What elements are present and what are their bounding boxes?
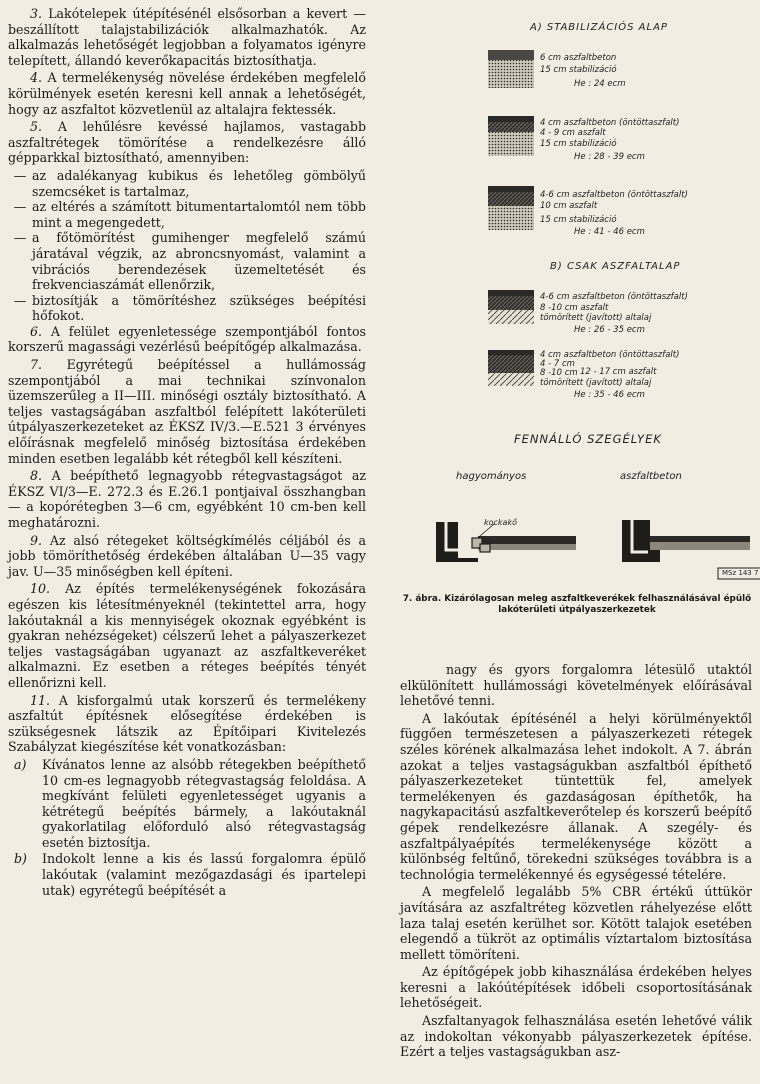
layer-stack-icon [488, 290, 534, 324]
curb-cross-section-diagram [436, 500, 760, 580]
paragraph-9 [8, 533, 366, 580]
figure-stamp: MSz 143 7 [722, 569, 759, 577]
paragraph-number: 4. [30, 70, 43, 86]
layer-stack-icon [488, 50, 534, 88]
list-item: — az adalékanyag kubikus és lehetőleg gömbölyű szemcséket is tartalmaz, [13, 167, 366, 199]
paragraph-text: Egyrétegű beépítéssel a hullámosság szempontjából a mai technikai színvonalon üzemszerűleg a II—III. minőségi osztály biztosítható. A teljes vastagságában aszfaltból felépített lakóterületi útpályaszerkezeteket az ÉKSZ IV/3.—E.521 3 érvényes előírásnak megfelelő minőség biztosítása érdekében minden esetben legalább két rétegből kell készíteni. [8, 357, 366, 466]
paragraph-6 [8, 324, 366, 355]
paragraph-text: Az alsó rétegeket költségkímélés céljából és a jobb tömöríthetőség érdekében általában U—35 vagy jav. U—35 minőségben kell építeni. [8, 532, 366, 579]
curb-traditional-label: hagyományos [456, 471, 527, 482]
left-column [8, 6, 366, 899]
list-item: a) Kívánatos lenne az alsóbb rétegekben beépíthető 10 cm-es legnagyobb rétegvastagság feloldása. A megkívánt felületi egyenletességet ugyanis a kétrétegű beépítés bármely, a lakóutaknál gyakorlatilag előforduló alsó rétegvastagság esetén biztosítja. [14, 756, 366, 850]
paragraph-7 [8, 357, 366, 466]
paragraph-number: 6. [30, 323, 43, 339]
paragraph: Az építőgépek jobb kihasználása érdekében helyes keresni a lakóútépítések időbeli csoportosításának lehetőségeit. [400, 964, 752, 1011]
right-column [400, 662, 752, 1062]
paragraph-11 [8, 693, 366, 755]
paragraph-number: 5. [30, 119, 43, 135]
figure-7: A) STABILIZÁCIÓS ALAP 6 cm aszfaltbeton 15 cm stabilizáció He : 24 ecm 4 cm aszfaltbeton (öntöttaszfalt) 4 - 9 cm aszfalt 15 cm stabilizáció He : 28 - 39 ecm 4-6 cm aszfaltbeton (öntöttaszfalt) 10 cm aszfalt 15 cm stabilizáció He : 41 - 46 ecm B) CSAK ASZFALTALAP 4-6 cm aszfaltbeton (öntöttaszfalt) 8 -10 cm aszfalt tömörített (javított) altalaj He : 26 - 35 ecm 4 cm aszfaltbeton (öntöttaszfalt) 4 - 7 cm 8 -10 cm 12 - 17 cm aszfalt tömörített (javított) altalaj He : 35 - 46 ecm FENNÁLLÓ SZEGÉLYEK hagyományos aszfaltbeton kockakő MSz 143 7 7. ábra. Kizárólagosan meleg aszfaltkeverékek felhasználásával épülő lakóterületi útpályaszerkezetek [392, 0, 760, 640]
paragraph-number: 7. [30, 357, 43, 373]
proposal-list [8, 757, 366, 898]
paragraph-3 [8, 6, 366, 68]
paragraph-text: A felület egyenletessége szempontjából fontos korszerű magassági vezérlésű beépítőgép alkalmazása. [8, 323, 366, 355]
curb-asphalt-label: aszfaltbeton [620, 471, 682, 482]
paragraph: A megfelelő legalább 5% CBR értékű úttükör javítására az aszfaltréteg közvetlen ráhelyezése előtt laza talaj esetén kerülhet sor. Kötött talajok esetében elegendő a tükröt az optimális víztartalom biztosítása mellett tömöríteni. [400, 884, 752, 962]
paragraph-number: 11. [30, 692, 51, 708]
paragraph: Aszfaltanyagok felhasználása esetén lehetővé válik az indokoltan vékonyabb pályaszerkezetek építése. Ezért a teljes vastagságukban asz- [400, 1013, 752, 1060]
paragraph-text: A termelékenység növelése érdekében megfelelő körülmények esetén keresni kell annak a lehetőségét, hogy az aszfaltot közvetlenül az altalajra fektessék. [8, 70, 366, 117]
paragraph-text: A kisforgalmú utak korszerű és termelékeny aszfaltút építésnek elősegítése érdekében is szükségesnek látszik az Építőipari Kivitelezés Szabályzat kiegészítése két vonatkozásban: [8, 692, 366, 755]
heading-curbs: FENNÁLLÓ SZEGÉLYEK [514, 432, 662, 446]
paragraph: A lakóutak építésénél a helyi körülményektől függően természetesen a pályaszerkezeti rétegek széles körének alkalmazása lehet indokolt. A 7. ábrán azokat a teljes vastagságukban aszfaltból építhető pályaszerkezeteket tüntettük fel, amelyek termelékenyen és gazdaságosan építhetők, ha nagykapacitású aszfaltkeverőtelep és korszerű beépítő gépek rendelkezésre állanak. A szegély- és aszfaltpályaépítés termelékenysége között a különbség feltűnő, törekedni szükséges továbbra is a technológia termelékennyé és egységessé tételére. [400, 710, 752, 882]
list-item: — az eltérés a számított bitumentartalomtól nem több mint a megengedett, [13, 199, 366, 230]
paragraph-number: 9. [30, 532, 43, 548]
list-item: — biztosítják a tömörítéshez szükséges beépítési hőfokot. [13, 292, 366, 324]
paragraph-number: 10. [30, 581, 51, 597]
condition-list [8, 168, 366, 324]
paragraph-5 [8, 119, 366, 166]
paragraph-text: A beépíthető legnagyobb rétegvastagságot az ÉKSZ VI/3—E. 272.3 és E.26.1 pontjaival összhangban — a kopórétegben 3—6 cm, egyébként 10 cm-ben kell meghatározni. [8, 468, 366, 530]
list-item: b) Indokolt lenne a kis és lassú forgalomra épülő lakóutak (valamint mezőgazdasági és ipartelepi utak) egyrétegű beépítését a [14, 851, 366, 898]
layer-stack-icon [488, 350, 534, 386]
paragraph-continuation: nagy és gyors forgalomra létesülő utaktól elkülönített hullámossági követelmények előírásával lehetővé tenni. [400, 662, 752, 709]
paragraph-10 [8, 581, 366, 690]
paragraph-text: A lehűlésre kevéssé hajlamos, vastagabb aszfaltrétegek tömörítése a rendelkezésre álló gépparkkal biztosítható, amennyiben: [8, 119, 366, 166]
layer-stack-icon [488, 186, 534, 230]
list-item: — a főtömörítést gumihenger megfelelő számú járatával végzik, az abroncsnyomást, valamint a vibrációs berendezések üzemeltetését és frekvenciaszámát ellenőrzik, [13, 230, 366, 293]
heading-stabilization-base: A) STABILIZÁCIÓS ALAP [530, 22, 668, 33]
paragraph-text: Az építés termelékenységének fokozására egészen kis létesítményeknél (tekintettel arra, hogy lakóutaknál a kis mennyiségek okoznak egyébként is gyakran nehézségeket) célszerű lehet a pályaszerkezet teljes vastagságában ugyanazt az aszfaltkeveréket alkalmazni. Ez esetben a réteges beépítés tényét ellenőrizni kell. [8, 581, 366, 690]
layer-stack-icon [488, 116, 534, 156]
paragraph-number: 8. [30, 468, 43, 484]
paragraph-4 [8, 70, 366, 117]
figure-caption: 7. ábra. Kizárólagosan meleg aszfaltkeverékek felhasználásával épülő lakóterületi útpályaszerkezetek [402, 594, 752, 615]
paragraph-8 [8, 468, 366, 530]
heading-asphalt-base: B) CSAK ASZFALTALAP [550, 261, 681, 272]
paragraph-text: Lakótelepek útépítésénél elsősorban a kevert — beszállított talajstabilizációk alkalmazhatók. Az alkalmazás lehetőségét legjobban a folyamatos igényre telepített, állandó keverőkapacitás biztosíthatja. [8, 6, 366, 68]
cobblestone-label: kockakő [484, 518, 517, 527]
paragraph-number: 3. [30, 6, 43, 21]
